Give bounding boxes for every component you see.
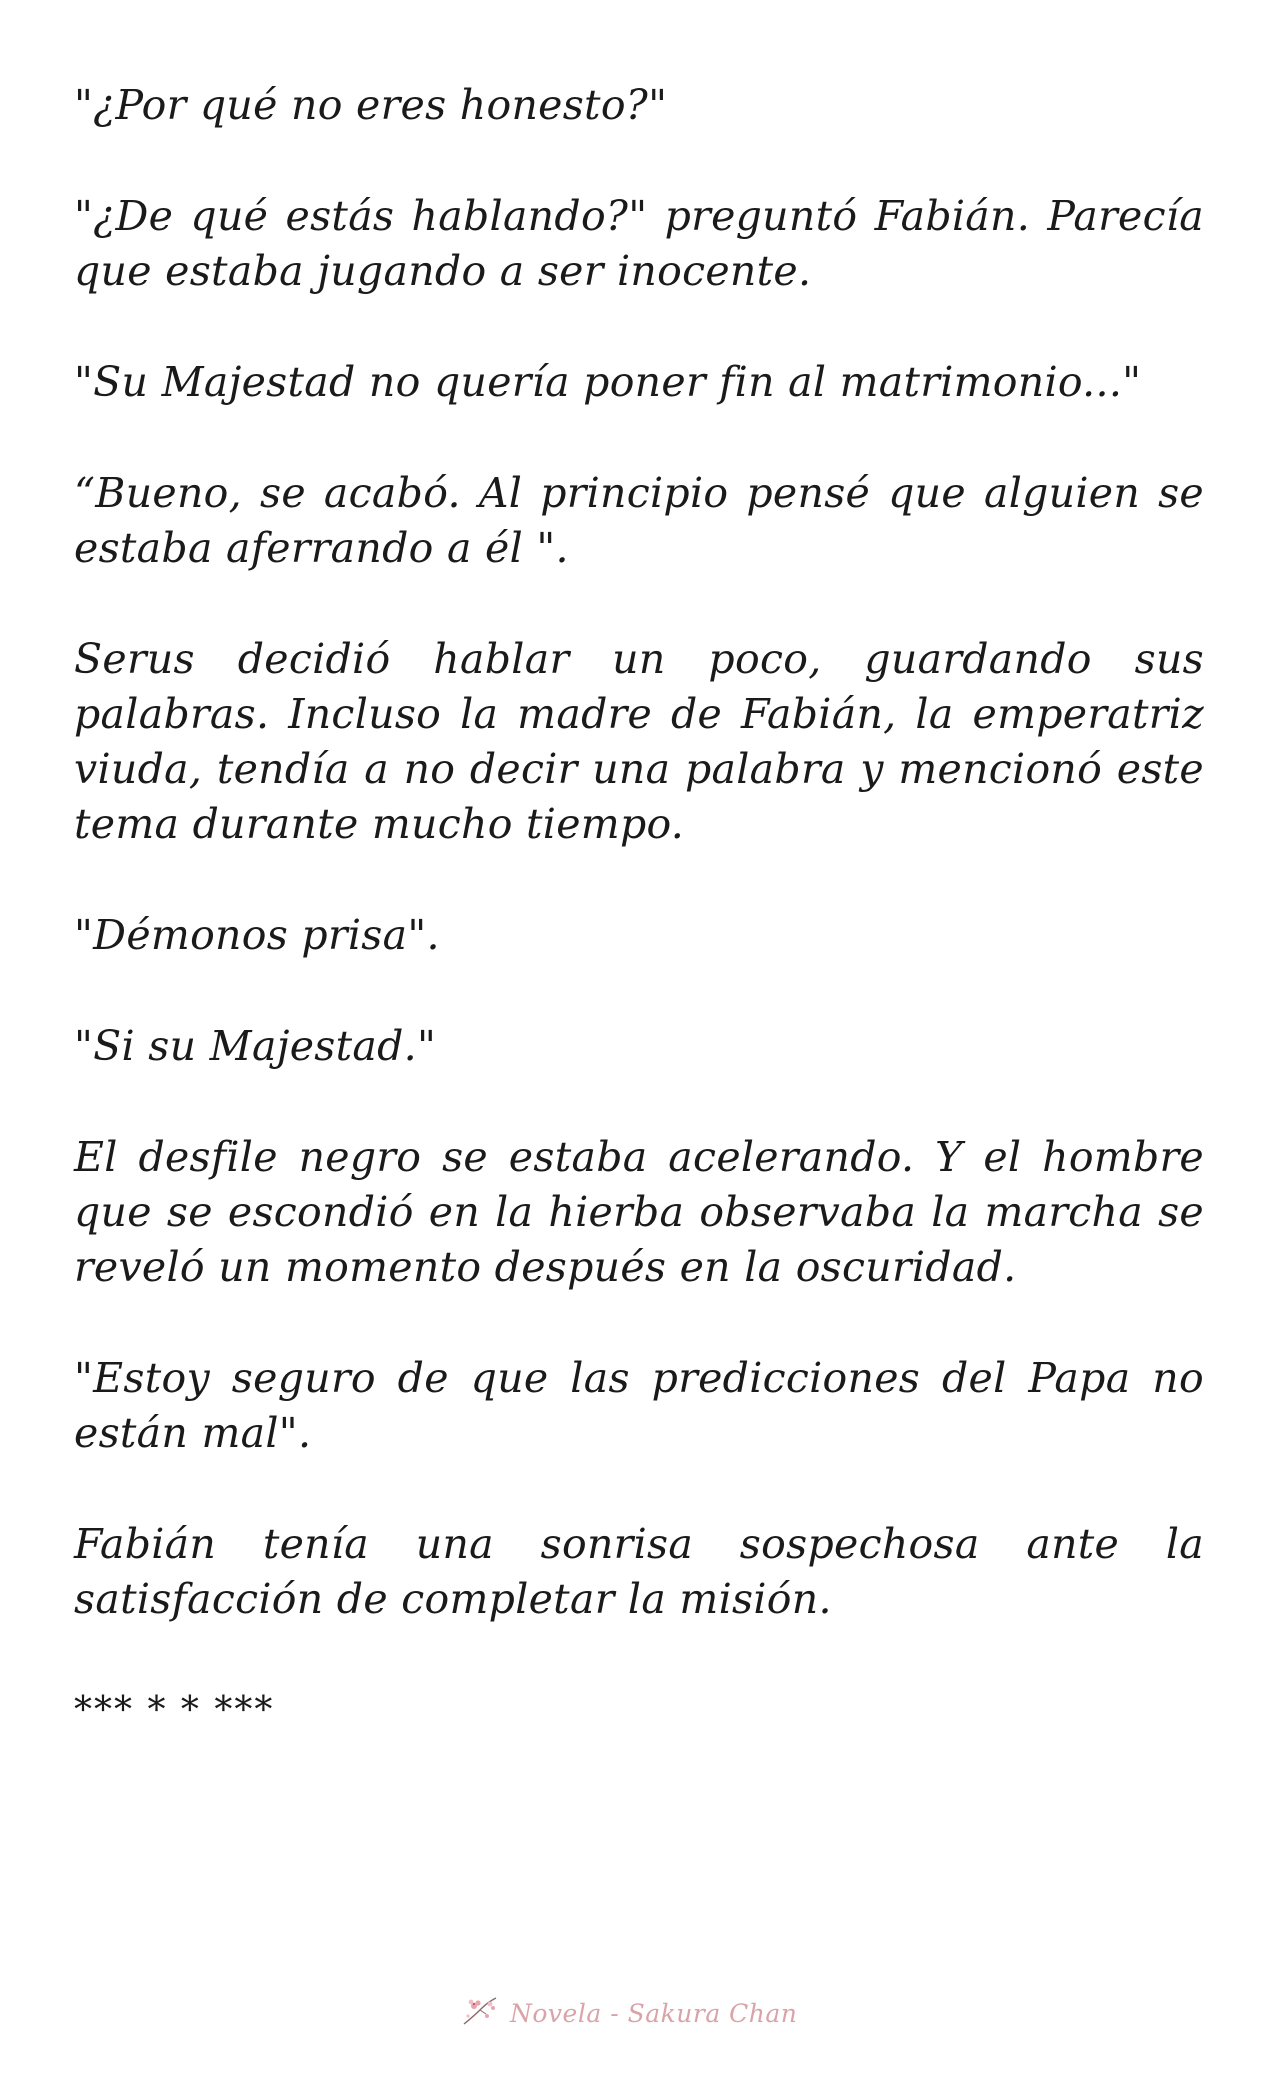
paragraph: "Su Majestad no quería poner fin al matrimonio..." [74, 358, 1142, 406]
paragraph: Serus decidió hablar un poco, guardando sus palabras. Incluso la madre de Fabián, la emperatriz viuda, tendía a no decir una palabra y mencionó este tema durante mucho tiempo. [74, 635, 1204, 848]
paragraph: “Bueno, se acabó. Al principio pensé que alguien se estaba aferrando a él ". [74, 469, 1204, 572]
paragraph: "Démonos prisa". [74, 911, 440, 959]
paragraph: "Si su Majestad." [74, 1022, 437, 1070]
paragraph: "¿De qué estás hablando?" preguntó Fabián. Parecía que estaba jugando a ser inocente. [74, 192, 1204, 295]
scene-separator: *** * * *** [74, 1690, 275, 1731]
paragraph: "Estoy seguro de que las predicciones del Papa no están mal". [74, 1354, 1204, 1457]
document-body [74, 78, 1204, 1738]
paragraph: El desfile negro se estaba acelerando. Y el hombre que se escondió en la hierba observaba la marcha se reveló un momento después en la oscuridad. [74, 1133, 1204, 1291]
paragraph: "¿Por qué no eres honesto?" [74, 81, 668, 129]
watermark [460, 1994, 797, 2033]
watermark-text: Novela - Sakura Chan [510, 1999, 798, 2028]
sakura-flower-icon [460, 1994, 502, 2033]
paragraph: Fabián tenía una sonrisa sospechosa ante la satisfacción de completar la misión. [74, 1520, 1204, 1623]
